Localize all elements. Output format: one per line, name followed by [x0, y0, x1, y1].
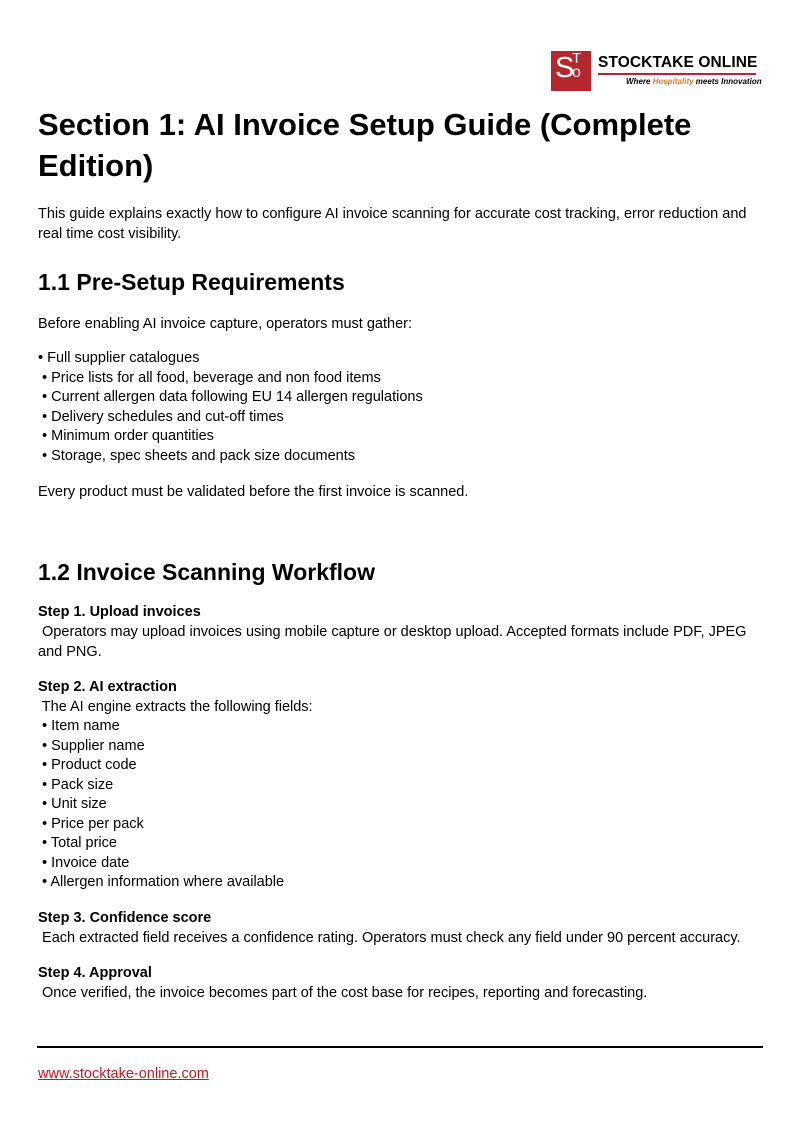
step-4-text: Once verified, the invoice becomes part of the cost base for recipes, reporting and forecasting.	[38, 985, 648, 1001]
section-1-1-lead: Before enabling AI invoice capture, operators must gather:	[38, 316, 412, 332]
step-3-title: Step 3. Confidence score	[38, 910, 212, 926]
logo-tagline	[626, 77, 762, 86]
section-1-1-heading: 1.1 Pre-Setup Requirements	[38, 269, 345, 295]
logo-name: STOCKTAKE ONLINE	[598, 54, 758, 71]
logo-mark-t: T	[572, 50, 582, 67]
footer-divider	[37, 1046, 763, 1048]
list-item: • Price per pack	[38, 815, 144, 832]
step-4-title: Step 4. Approval	[38, 965, 152, 981]
step-2-title: Step 2. AI extraction	[38, 679, 177, 695]
list-item: • Supplier name	[38, 737, 145, 754]
logo-mark-s: S	[555, 52, 575, 84]
step-1-text: Operators may upload invoices using mobile capture or desktop upload. Accepted formats include PDF, JPEG and PNG.	[38, 624, 751, 660]
list-item: • Minimum order quantities	[38, 428, 214, 444]
list-item: • Pack size	[38, 776, 114, 793]
list-item: • Product code	[38, 757, 137, 773]
list-item: • Current allergen data following EU 14 allergen regulations	[38, 389, 423, 405]
intro-paragraph: This guide explains exactly how to configure AI invoice scanning for accurate cost tracking, error reduction and real time cost visibility.	[38, 206, 747, 242]
step-2-lead: The AI engine extracts the following fields:	[38, 699, 313, 715]
step-1-title: Step 1. Upload invoices	[38, 604, 201, 620]
page-title: Section 1: AI Invoice Setup Guide (Complete Edition)	[38, 107, 692, 183]
list-item: • Total price	[38, 835, 117, 851]
logo-mark	[551, 51, 591, 91]
list-item: • Price lists for all food, beverage and non food items	[38, 369, 381, 386]
section-1-1-closing: Every product must be validated before the first invoice is scanned.	[38, 484, 469, 500]
logo-tag-prefix: Where	[626, 77, 653, 86]
step-3-text: Each extracted field receives a confidence rating. Operators must check any field under 90 percent accuracy.	[38, 930, 741, 946]
list-item: • Unit size	[38, 796, 107, 812]
list-item: • Allergen information where available	[38, 874, 285, 890]
footer-website-link[interactable]: www.stocktake-online.com	[38, 1066, 209, 1082]
list-item: • Storage, spec sheets and pack size documents	[38, 447, 356, 464]
list-item: • Full supplier catalogues	[38, 350, 200, 366]
list-item: • Invoice date	[38, 854, 130, 871]
section-1-2-heading: 1.2 Invoice Scanning Workflow	[38, 559, 375, 585]
brand-logo	[551, 51, 761, 91]
logo-mark-o: o	[572, 64, 581, 81]
logo-tag-highlight: Hospitality	[652, 77, 694, 86]
extracted-fields-list	[38, 717, 284, 893]
list-item: • Item name	[38, 718, 120, 734]
logo-underline	[598, 73, 756, 75]
list-item: • Delivery schedules and cut-off times	[38, 408, 284, 425]
logo-tag-suffix: meets Innovation	[693, 77, 762, 86]
requirements-list	[38, 349, 423, 466]
